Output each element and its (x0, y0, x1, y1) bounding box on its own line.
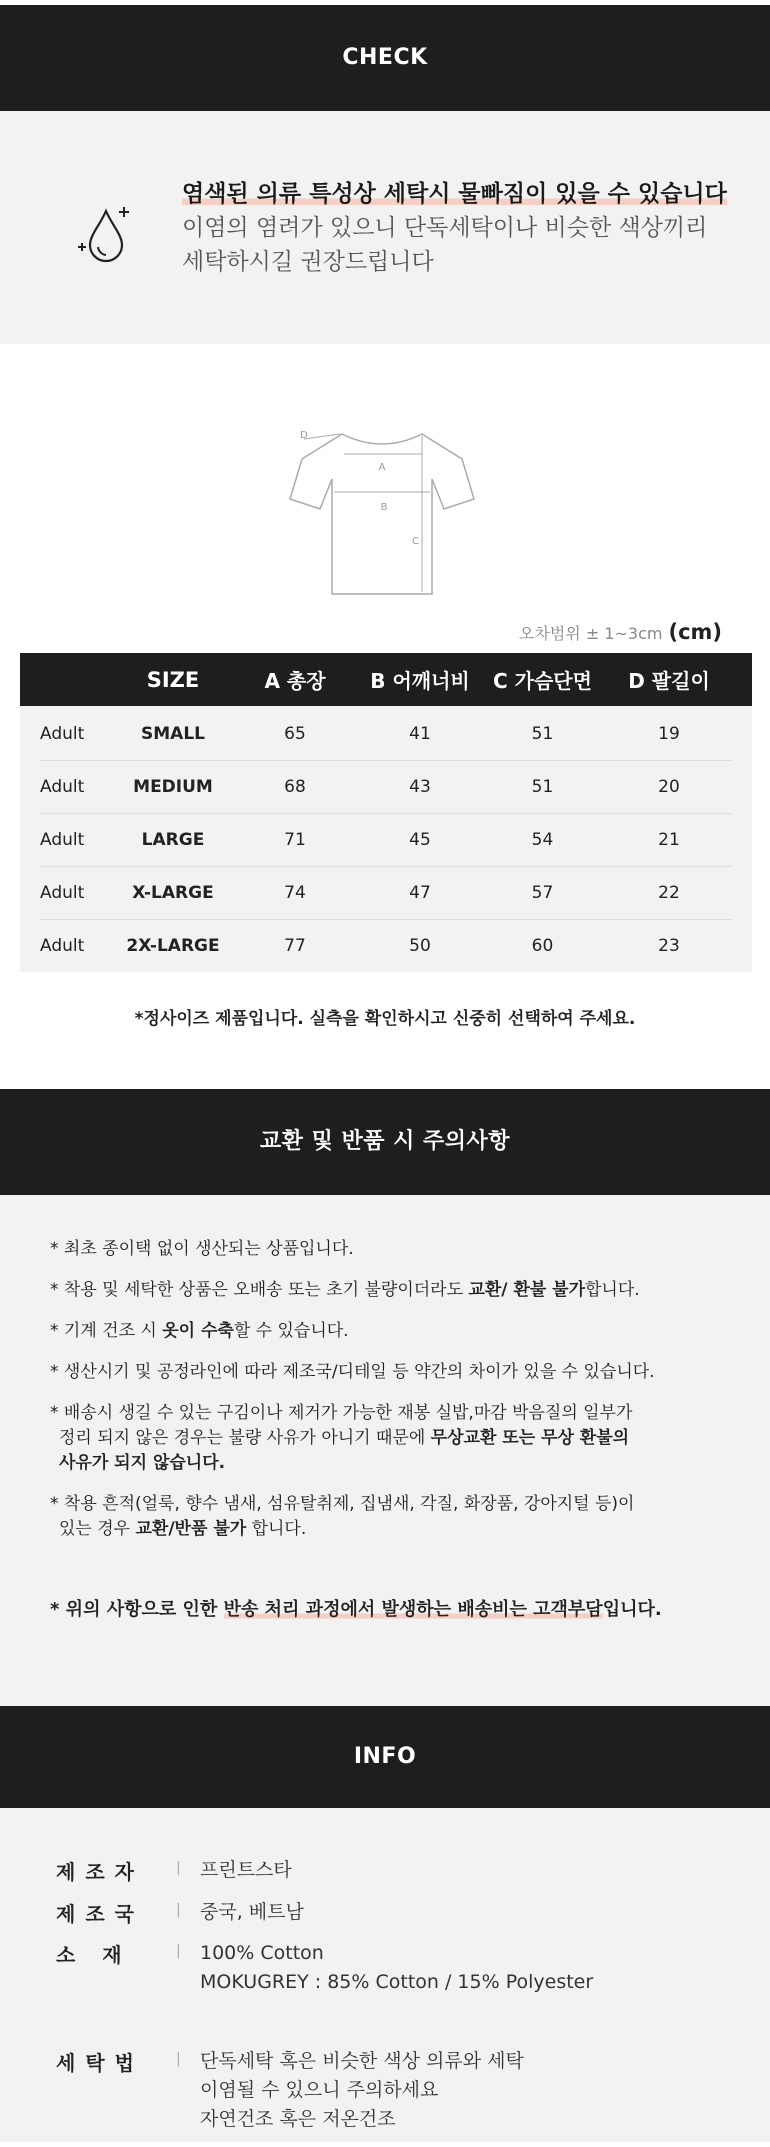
header-a: A 총장 (264, 669, 326, 693)
header-c: C 가슴단면 (493, 669, 592, 693)
check-line-3: 세탁하시길 권장드립니다 (182, 249, 434, 275)
water-drop-icon (78, 203, 134, 267)
header-size: SIZE (146, 667, 200, 692)
table-row: Adult MEDIUM 68 43 51 20 (40, 761, 732, 814)
info-row-material: 소 재 | 100% Cotton MOKUGREY : 85% Cotton / 15% Polyester (56, 1942, 594, 1993)
header-d: D 팔길이 (628, 669, 710, 693)
exchange-item-3: * 기계 건조 시 옷이 수축할 수 있습니다. (50, 1321, 349, 1341)
size-section (0, 344, 770, 1089)
exchange-item-1: * 최초 종이택 없이 생산되는 상품입니다. (50, 1239, 354, 1259)
exchange-item-2: * 착용 및 세탁한 상품은 오배송 또는 초기 불량이더라도 교환/ 환불 불가합니다. (50, 1280, 640, 1300)
size-table (20, 653, 752, 972)
tolerance-note: 오차범위 ± 1~3cm (cm) (518, 620, 722, 644)
check-line-1: 염색된 의류 특성상 세탁시 물빠짐이 있을 수 있습니다 (182, 181, 727, 207)
info-title: INFO (353, 1744, 417, 1769)
exchange-header (0, 1089, 770, 1195)
exchange-notice (0, 1195, 770, 1706)
shipping-cost-note: * 위의 사항으로 인한 반송 처리 과정에서 발생하는 배송비는 고객부담입니다. (50, 1599, 662, 1620)
table-row: Adult SMALL 65 41 51 19 (40, 708, 732, 761)
size-table-header (20, 653, 752, 706)
tshirt-measurement-diagram (282, 424, 482, 604)
size-note: *정사이즈 제품입니다. 실측을 확인하시고 신중히 선택하여 주세요. (134, 1009, 636, 1029)
info-row-maker: 제조자 | 프린트스타 (56, 1859, 292, 1884)
info-row-washing: 세탁법 | 단독세탁 혹은 비슷한 색상 의류와 세탁 이염될 수 있으니 주의하세요 자연건조 혹은 저온건조 (56, 2050, 524, 2130)
label-a: A (378, 462, 386, 473)
label-d: D (300, 430, 308, 441)
table-row: Adult X-LARGE 74 47 57 22 (40, 867, 732, 920)
exchange-item-4: * 생산시기 및 공정라인에 따라 제조국/디테일 등 약간의 차이가 있을 수 있습니다. (50, 1362, 655, 1382)
info-header (0, 1706, 770, 1808)
table-row: Adult 2X-LARGE 77 50 60 23 (40, 936, 680, 956)
check-header (0, 5, 770, 111)
table-row: Adult LARGE 71 45 54 21 (40, 814, 732, 867)
info-row-country: 제조국 | 중국, 베트남 (56, 1901, 304, 1926)
unit-label: (cm) (668, 620, 722, 644)
label-c: C (412, 536, 419, 547)
exchange-title: 교환 및 반품 시 주의사항 (259, 1129, 511, 1154)
label-b: B (380, 502, 388, 513)
check-line-2: 이염의 염려가 있으니 단독세탁이나 비슷한 색상끼리 (182, 215, 708, 241)
header-b: B 어깨너비 (370, 669, 470, 693)
check-title: CHECK (342, 45, 428, 70)
exchange-item-5: * 배송시 생길 수 있는 구김이나 제거가 가능한 재봉 실밥,마감 박음질의 일부가 정리 되지 않은 경우는 불량 사유가 아니기 때문에 무상교환 또는 무상 환불의 사유가 되지 않습니다. (50, 1403, 633, 1473)
exchange-item-6: * 착용 흔적(얼룩, 향수 냄새, 섬유탈취제, 집냄새, 각질, 화장품, 강아지털 등)이 있는 경우 교환/반품 불가 합니다. (50, 1494, 635, 1539)
product-info (0, 1808, 770, 2142)
check-notice (0, 111, 770, 344)
